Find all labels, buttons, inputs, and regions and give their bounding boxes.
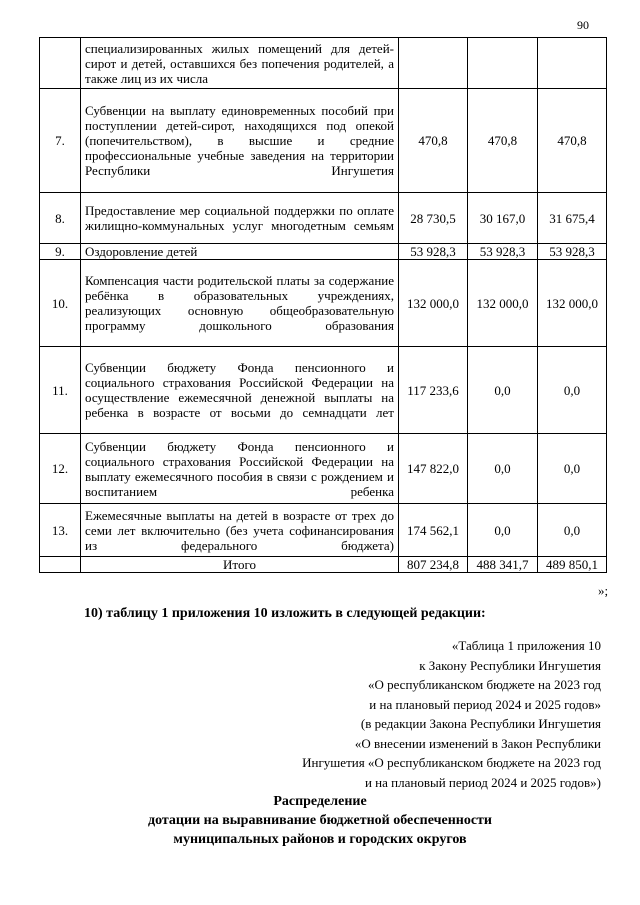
value-2025: 470,8 bbox=[538, 89, 607, 193]
row-description: Субвенции бюджету Фонда пенсионного и социального страхования Российской Федерации на осуществление ежемесячной денежной выплаты на ребенка в возрасте от восьми до семнадцати лет bbox=[81, 347, 399, 434]
row-description: Оздоровление детей bbox=[81, 244, 399, 260]
value-2025: 0,0 bbox=[538, 434, 607, 504]
row-description: Субвенции на выплату единовременных пособий при поступлении детей-сирот, находящихся под опекой (попечительством), в высшие и средние профессиональные учебные заведения на территории Республики Ингушетия bbox=[81, 89, 399, 193]
value-2024: 30 167,0 bbox=[468, 193, 538, 244]
row-description: Предоставление мер социальной поддержки по оплате жилищно-коммунальных услуг многодетным семьям bbox=[81, 193, 399, 244]
row-description: Ежемесячные выплаты на детей в возрасте от трех до семи лет включительно (без учета софинансирования из федерального бюджета) bbox=[81, 504, 399, 557]
amendment-instruction: 10) таблицу 1 приложения 10 изложить в следующей редакции: bbox=[84, 606, 486, 621]
table-row bbox=[40, 193, 607, 244]
table-total-row bbox=[40, 557, 607, 573]
value-2024: 470,8 bbox=[468, 89, 538, 193]
value-2023: 174 562,1 bbox=[399, 504, 468, 557]
appendix-header bbox=[302, 636, 601, 792]
appendix-header-line: к Закону Республики Ингушетия bbox=[419, 657, 601, 673]
table-row bbox=[40, 89, 607, 193]
appendix-header-line: (в редакции Закона Республики Ингушетия bbox=[360, 716, 601, 731]
table-row bbox=[40, 347, 607, 434]
value-2024: 0,0 bbox=[468, 434, 538, 504]
table-row bbox=[40, 504, 607, 557]
appendix-header-line: «О республиканском бюджете на 2023 год bbox=[367, 677, 601, 692]
value-2025: 132 000,0 bbox=[538, 260, 607, 347]
appendix-header-line: и на плановый период 2024 и 2025 годов») bbox=[364, 774, 601, 790]
appendix-header-line: Ингушетия «О республиканском бюджете на 2023 год bbox=[302, 755, 601, 770]
value-2023: 28 730,5 bbox=[399, 193, 468, 244]
heading-line: дотации на выравнивание бюджетной обеспеченности bbox=[147, 813, 492, 828]
value-2023: 470,8 bbox=[399, 89, 468, 193]
row-number: 13. bbox=[40, 504, 81, 557]
appendix-header-line: «Таблица 1 приложения 10 bbox=[451, 638, 601, 653]
value-2023: 132 000,0 bbox=[399, 260, 468, 347]
row-description: специализированных жилых помещений для детей-сирот и детей, оставшихся без попечения родителей, а также лиц из их числа bbox=[81, 38, 399, 89]
table-row bbox=[40, 38, 607, 89]
appendix-header-line: и на плановый период 2024 и 2025 годов» bbox=[369, 696, 601, 712]
value-2024 bbox=[468, 38, 538, 89]
row-number: 11. bbox=[40, 347, 81, 434]
row-description: Компенсация части родительской платы за содержание ребёнка в образовательных учреждениях, реализующих основную общеобразовательную программу дошкольного образования bbox=[81, 260, 399, 347]
value-2025: 31 675,4 bbox=[538, 193, 607, 244]
budget-table bbox=[39, 37, 607, 573]
value-2023: 53 928,3 bbox=[399, 244, 468, 260]
value-2024: 53 928,3 bbox=[468, 244, 538, 260]
row-number: 12. bbox=[40, 434, 81, 504]
document-heading bbox=[0, 792, 640, 849]
row-number: 8. bbox=[40, 193, 81, 244]
table-row bbox=[40, 244, 607, 260]
heading-line: муниципальных районов и городских округов bbox=[173, 832, 467, 847]
total-2025: 489 850,1 bbox=[538, 557, 607, 573]
page-number: 90 bbox=[577, 18, 589, 32]
value-2023: 117 233,6 bbox=[399, 347, 468, 434]
row-description: Субвенции бюджету Фонда пенсионного и социального страхования Российской Федерации на выплату ежемесячного пособия в связи с рождением и воспитанием ребенка bbox=[81, 434, 399, 504]
row-number: 7. bbox=[40, 89, 81, 193]
value-2025: 0,0 bbox=[538, 504, 607, 557]
value-2024: 0,0 bbox=[468, 504, 538, 557]
total-label: Итого bbox=[81, 557, 399, 573]
value-2025: 53 928,3 bbox=[538, 244, 607, 260]
row-number: 10. bbox=[40, 260, 81, 347]
value-2023 bbox=[399, 38, 468, 89]
value-2025: 0,0 bbox=[538, 347, 607, 434]
value-2024: 132 000,0 bbox=[468, 260, 538, 347]
total-2024: 488 341,7 bbox=[468, 557, 538, 573]
table-row bbox=[40, 260, 607, 347]
value-2025 bbox=[538, 38, 607, 89]
closing-quote: »; bbox=[598, 583, 609, 598]
value-2024: 0,0 bbox=[468, 347, 538, 434]
heading-line: Распределение bbox=[273, 794, 367, 809]
value-2023: 147 822,0 bbox=[399, 434, 468, 504]
row-number: 9. bbox=[40, 244, 81, 260]
table-row bbox=[40, 434, 607, 504]
row-number bbox=[40, 38, 81, 89]
appendix-header-line: «О внесении изменений в Закон Республики bbox=[354, 735, 601, 751]
total-2023: 807 234,8 bbox=[399, 557, 468, 573]
